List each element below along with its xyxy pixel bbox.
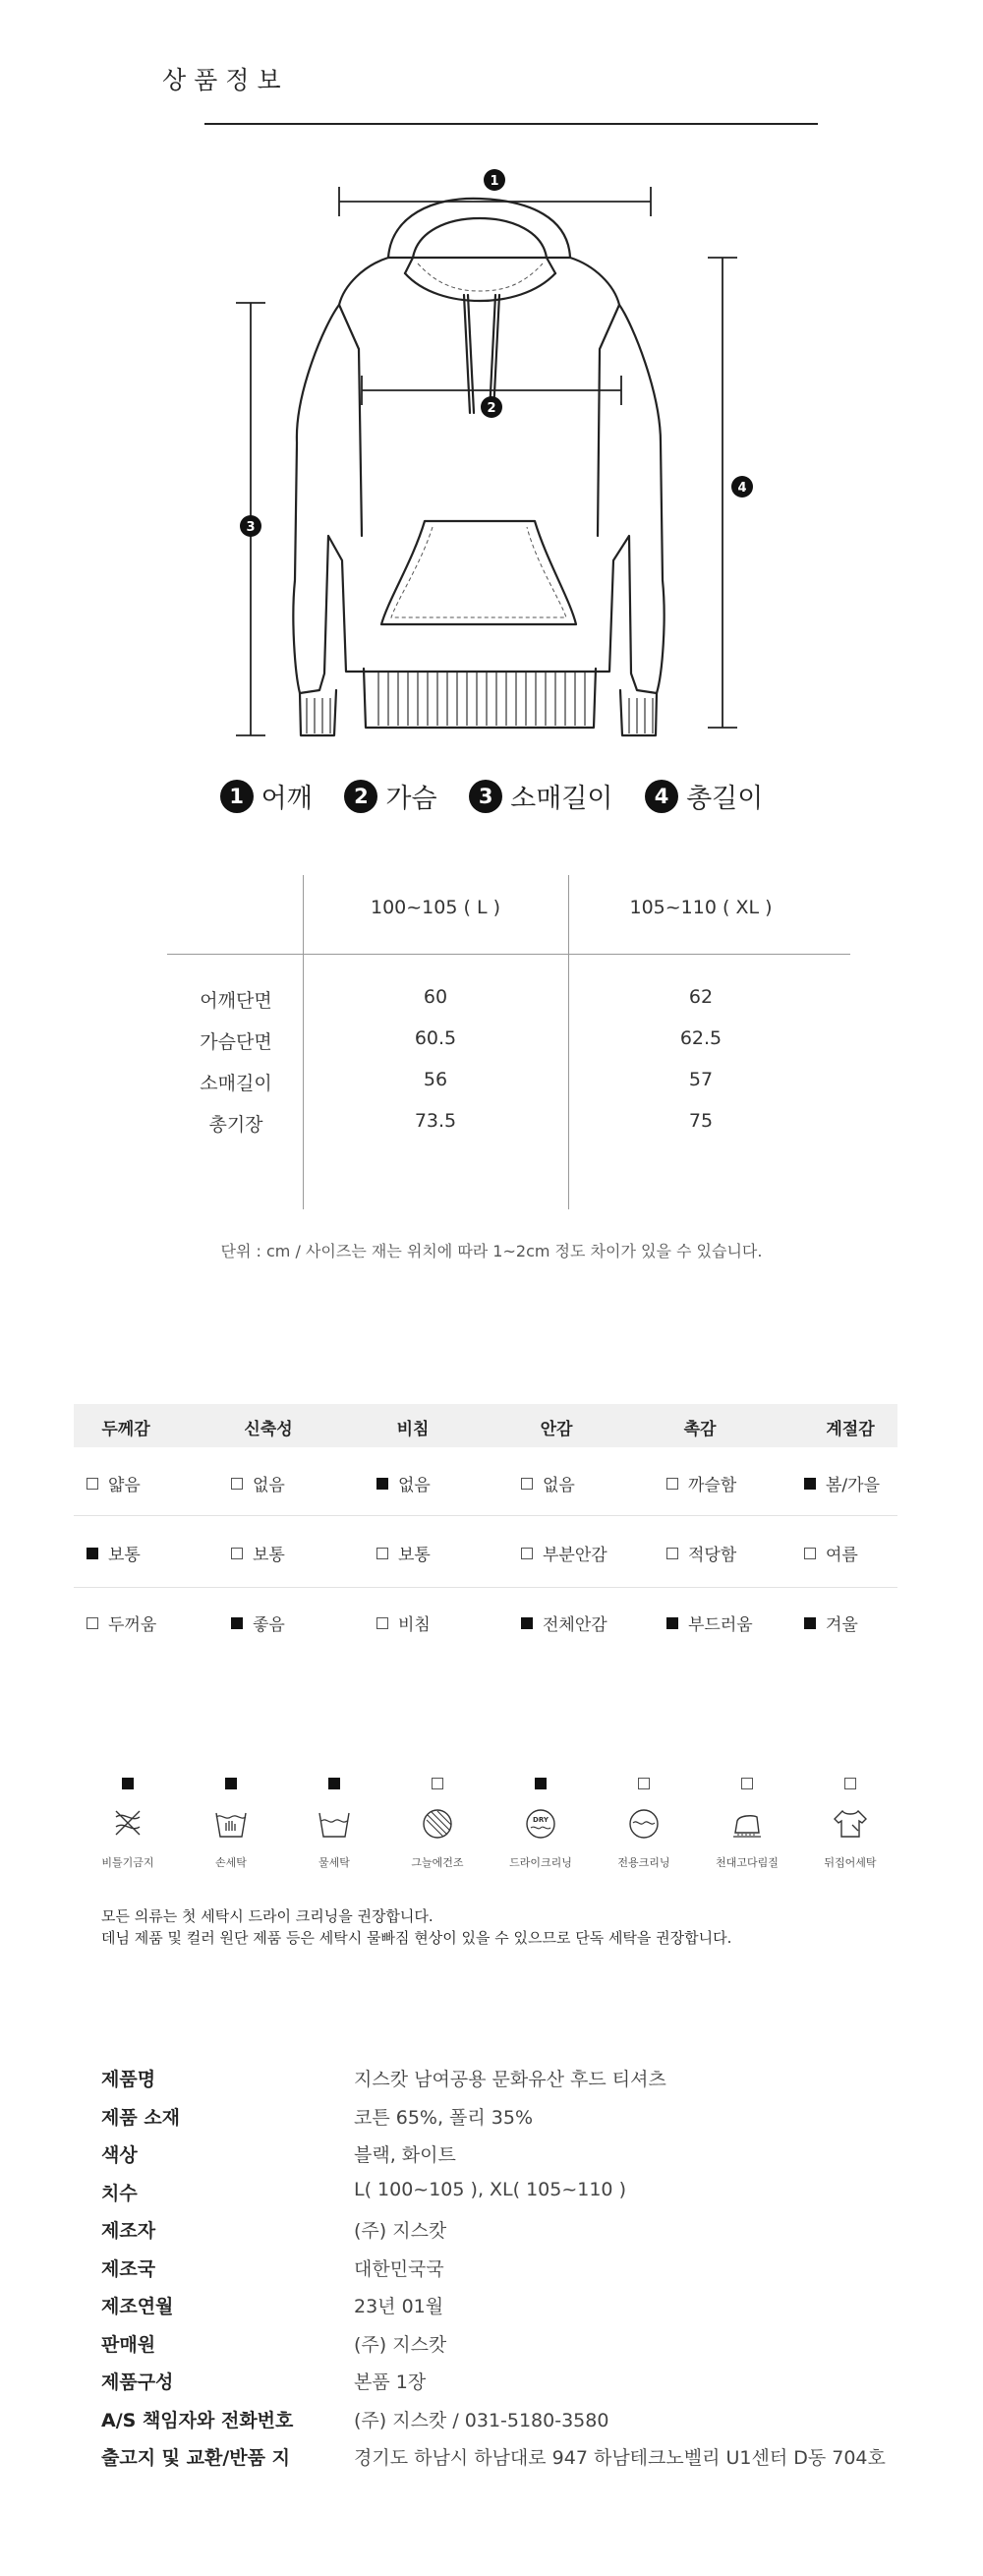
size-row-label: 가슴단면 bbox=[200, 1031, 272, 1053]
unchecked-box-icon bbox=[432, 1778, 443, 1789]
svg-text:2: 2 bbox=[487, 401, 496, 416]
fabric-option bbox=[521, 1541, 607, 1565]
legend-sleeve bbox=[469, 777, 612, 815]
fabric-option-label: 얇음 bbox=[108, 1476, 141, 1495]
fabric-header: 신축성 bbox=[244, 1420, 293, 1439]
fabric-option bbox=[666, 1471, 736, 1495]
legend-total-length bbox=[645, 777, 763, 815]
info-value: (주) 지스캇 / 031-5180-3580 bbox=[354, 2409, 609, 2431]
fabric-option bbox=[376, 1610, 431, 1635]
care-instruction bbox=[698, 1778, 796, 1870]
hand-wash-icon bbox=[182, 1803, 280, 1846]
size-cell: 60.5 bbox=[414, 1027, 457, 1049]
fabric-option-label: 두꺼움 bbox=[108, 1615, 157, 1635]
fabric-header: 두께감 bbox=[101, 1420, 150, 1439]
checked-box-icon bbox=[666, 1617, 678, 1629]
care-label: 천대고다림질 bbox=[716, 1856, 779, 1869]
info-label: 제조국 bbox=[101, 2257, 156, 2280]
care-label: 손세탁 bbox=[215, 1856, 247, 1869]
legend-label: 총길이 bbox=[686, 784, 764, 814]
info-value: 코튼 65%, 폴리 35% bbox=[354, 2106, 534, 2129]
fabric-option-label: 여름 bbox=[826, 1546, 858, 1565]
checked-box-icon bbox=[87, 1548, 98, 1559]
legend-label: 가슴 bbox=[385, 784, 437, 814]
info-label: 제품명 bbox=[101, 2069, 156, 2090]
svg-text:1: 1 bbox=[490, 174, 499, 189]
size-cell: 60 bbox=[423, 986, 448, 1008]
fabric-header: 안감 bbox=[540, 1420, 573, 1439]
measurement-legend bbox=[0, 777, 983, 815]
fabric-option-label: 봄/가을 bbox=[826, 1476, 880, 1495]
fabric-header: 계절감 bbox=[826, 1420, 875, 1439]
fabric-option-label: 보통 bbox=[108, 1546, 141, 1565]
fabric-option-label: 전체안감 bbox=[543, 1615, 607, 1635]
info-label: 제조자 bbox=[101, 2220, 156, 2242]
fabric-option bbox=[87, 1471, 141, 1495]
fabric-row-divider bbox=[74, 1587, 897, 1588]
info-value: (주) 지스캇 bbox=[354, 2220, 447, 2242]
info-value: L( 100~105 ), XL( 105~110 ) bbox=[354, 2178, 626, 2200]
fabric-option-label: 부분안감 bbox=[543, 1546, 607, 1565]
inside-out-icon bbox=[801, 1803, 899, 1846]
size-cell: 75 bbox=[688, 1110, 714, 1132]
size-cell: 56 bbox=[423, 1069, 448, 1090]
unchecked-box-icon bbox=[521, 1548, 533, 1559]
unchecked-box-icon bbox=[666, 1548, 678, 1559]
info-value: 대한민국국 bbox=[354, 2257, 444, 2280]
fabric-option bbox=[376, 1471, 431, 1495]
unchecked-box-icon bbox=[804, 1548, 816, 1559]
svg-text:3: 3 bbox=[246, 520, 256, 535]
fabric-option-label: 까슬함 bbox=[688, 1476, 737, 1495]
unchecked-box-icon bbox=[376, 1548, 388, 1559]
size-cell: 73.5 bbox=[414, 1110, 457, 1132]
care-instruction bbox=[79, 1778, 177, 1870]
fabric-option-label: 좋음 bbox=[253, 1615, 285, 1635]
care-label: 물세탁 bbox=[318, 1856, 350, 1869]
title-divider bbox=[204, 123, 818, 125]
care-label: 비틀기금지 bbox=[101, 1856, 154, 1869]
size-col-header: 105~110 ( XL ) bbox=[629, 897, 773, 918]
unchecked-box-icon bbox=[231, 1478, 243, 1490]
unchecked-box-icon bbox=[666, 1478, 678, 1490]
unchecked-box-icon bbox=[844, 1778, 856, 1789]
legend-number: 1 bbox=[220, 780, 254, 813]
fabric-option bbox=[666, 1610, 753, 1635]
legend-chest bbox=[344, 777, 436, 815]
info-label: 출고지 및 교환/반품 지 bbox=[101, 2447, 290, 2469]
fabric-header: 비침 bbox=[396, 1420, 430, 1439]
fabric-row-divider bbox=[74, 1515, 897, 1516]
size-cell: 57 bbox=[688, 1069, 714, 1090]
care-instruction bbox=[801, 1778, 899, 1870]
legend-label: 소매길이 bbox=[510, 784, 613, 814]
info-value: 경기도 하남시 하남대로 947 하남테크노벨리 U1센터 D동 704호 bbox=[354, 2447, 886, 2469]
fabric-option bbox=[231, 1541, 285, 1565]
fabric-option-label: 겨울 bbox=[826, 1615, 858, 1635]
fabric-header: 촉감 bbox=[683, 1420, 717, 1439]
care-label: 그늘에건조 bbox=[411, 1856, 464, 1869]
care-label: 드라이크리닝 bbox=[509, 1856, 572, 1869]
info-label: 제품 소재 bbox=[101, 2106, 181, 2129]
fabric-option bbox=[231, 1610, 285, 1635]
care-note: 데님 제품 및 컬러 원단 제품 등은 세탁시 물빠짐 현상이 있을 수 있으므로 단독 세탁을 권장합니다. bbox=[101, 1929, 732, 1947]
fabric-option bbox=[804, 1541, 858, 1565]
info-label: 색상 bbox=[101, 2144, 138, 2166]
fabric-option-label: 비침 bbox=[398, 1615, 431, 1635]
water-wash-icon bbox=[285, 1803, 383, 1846]
checked-box-icon bbox=[231, 1617, 243, 1629]
special-clean-icon bbox=[595, 1803, 693, 1846]
care-instruction bbox=[182, 1778, 280, 1870]
care-instruction bbox=[492, 1778, 590, 1870]
page-title: 상품정보 bbox=[162, 66, 289, 94]
info-value: 지스캇 남여공용 문화유산 후드 티셔츠 bbox=[354, 2069, 666, 2090]
fabric-option bbox=[804, 1610, 858, 1635]
fabric-option bbox=[666, 1541, 736, 1565]
care-label: 전용크리닝 bbox=[617, 1856, 670, 1869]
fabric-option-label: 없음 bbox=[543, 1476, 575, 1495]
fabric-option-label: 부드러움 bbox=[688, 1615, 753, 1635]
care-instruction bbox=[285, 1778, 383, 1870]
unchecked-box-icon bbox=[638, 1778, 650, 1789]
unchecked-box-icon bbox=[521, 1478, 533, 1490]
checked-box-icon bbox=[804, 1617, 816, 1629]
info-value: 본품 1장 bbox=[354, 2371, 427, 2393]
checked-box-icon bbox=[376, 1478, 388, 1490]
fabric-option-label: 적당함 bbox=[688, 1546, 737, 1565]
care-label: 뒤집어세탁 bbox=[824, 1856, 877, 1869]
fabric-option bbox=[521, 1610, 607, 1635]
legend-shoulder bbox=[220, 777, 313, 815]
fabric-option bbox=[521, 1471, 575, 1495]
hoodie-measurement-diagram bbox=[0, 147, 983, 747]
info-value: 23년 01월 bbox=[354, 2296, 444, 2317]
info-value: (주) 지스캇 bbox=[354, 2333, 447, 2356]
svg-text:DRY: DRY bbox=[533, 1816, 549, 1824]
checked-box-icon bbox=[535, 1778, 547, 1789]
fabric-option-label: 보통 bbox=[398, 1546, 431, 1565]
legend-number: 4 bbox=[645, 780, 678, 813]
fabric-option bbox=[376, 1541, 431, 1565]
fabric-option bbox=[231, 1471, 285, 1495]
unchecked-box-icon bbox=[376, 1617, 388, 1629]
unchecked-box-icon bbox=[87, 1617, 98, 1629]
checked-box-icon bbox=[328, 1778, 340, 1789]
checked-box-icon bbox=[521, 1617, 533, 1629]
size-row-label: 총기장 bbox=[208, 1114, 263, 1136]
info-label: 제품구성 bbox=[101, 2371, 174, 2393]
size-cell: 62.5 bbox=[679, 1027, 723, 1049]
fabric-option bbox=[804, 1471, 880, 1495]
care-instruction bbox=[388, 1778, 487, 1870]
fabric-option bbox=[87, 1610, 156, 1635]
info-label: 제조연월 bbox=[101, 2296, 174, 2317]
size-table-divider bbox=[167, 954, 850, 955]
care-note: 모든 의류는 첫 세탁시 드라이 크리닝을 권장합니다. bbox=[101, 1907, 434, 1925]
info-label: 판매원 bbox=[101, 2333, 156, 2356]
info-label: A/S 책임자와 전화번호 bbox=[101, 2409, 294, 2431]
legend-number: 3 bbox=[469, 780, 502, 813]
svg-text:4: 4 bbox=[737, 481, 747, 496]
size-row-label: 소매길이 bbox=[200, 1073, 272, 1094]
shade-dry-icon bbox=[388, 1803, 487, 1846]
unchecked-box-icon bbox=[741, 1778, 753, 1789]
fabric-option-label: 없음 bbox=[398, 1476, 431, 1495]
dry-clean-icon bbox=[492, 1803, 590, 1846]
unchecked-box-icon bbox=[87, 1478, 98, 1490]
info-value: 블랙, 화이트 bbox=[354, 2144, 456, 2166]
size-cell: 62 bbox=[688, 986, 714, 1008]
size-col-header: 100~105 ( L ) bbox=[371, 897, 500, 918]
size-row-label: 어깨단면 bbox=[200, 990, 272, 1012]
iron-cloth-icon bbox=[698, 1803, 796, 1846]
checked-box-icon bbox=[804, 1478, 816, 1490]
checked-box-icon bbox=[122, 1778, 134, 1789]
legend-number: 2 bbox=[344, 780, 377, 813]
info-label: 치수 bbox=[101, 2182, 138, 2204]
fabric-table-header bbox=[74, 1404, 897, 1447]
fabric-option bbox=[87, 1541, 141, 1565]
size-note: 단위 : cm / 사이즈는 재는 위치에 따라 1~2cm 정도 차이가 있을 수 있습니다. bbox=[220, 1242, 763, 1260]
unchecked-box-icon bbox=[231, 1548, 243, 1559]
fabric-option-label: 보통 bbox=[253, 1546, 285, 1565]
legend-label: 어깨 bbox=[260, 784, 313, 814]
no-wring-icon bbox=[79, 1803, 177, 1846]
checked-box-icon bbox=[225, 1778, 237, 1789]
fabric-option-label: 없음 bbox=[253, 1476, 285, 1495]
care-instruction bbox=[595, 1778, 693, 1870]
